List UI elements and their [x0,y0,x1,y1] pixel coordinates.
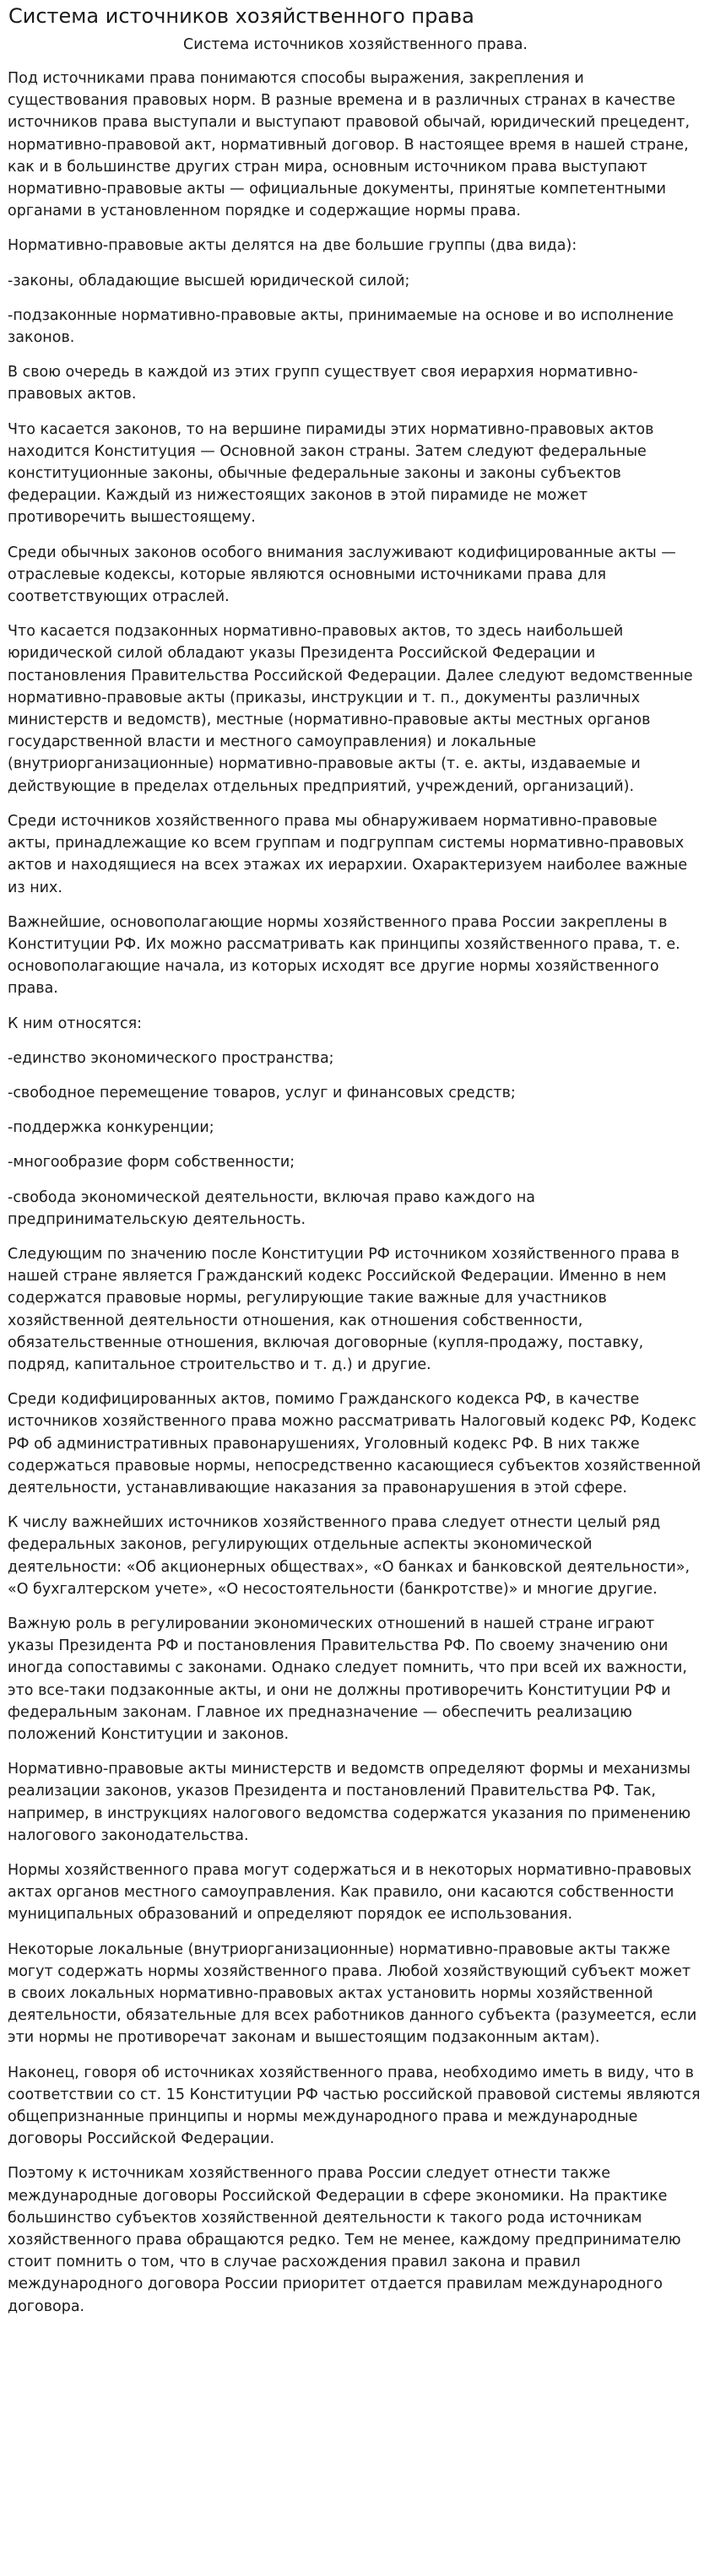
paragraph: -свободное перемещение товаров, услуг и финансовых средств; [8,1084,516,1101]
paragraph: Среди источников хозяйственного права мы обнаруживаем нормативно-правовые акты, принадлежащие ко всем группам и подгруппам системы нормативно-правовых актов и находящиеся на всех этажах их иерархии. Охарактеризуем наиболее важные из них. [8,812,688,896]
paragraph: В свою очередь в каждой из этих групп существует своя иерархия нормативно-правовых актов. [8,364,638,403]
paragraph: К числу важнейших источников хозяйственного права следует отнести целый ряд федеральных законов, регулирующих отдельные аспекты экономической деятельности: «Об акционерных обществах», «О банках и банковской деятельности», «О бухгалтерском учете», «О несостоятельности (банкротстве)» и многие другие. [8,1514,691,1598]
paragraph: Следующим по значению после Конституции РФ источником хозяйственного права в нашей стране является Гражданский кодекс Российской Федерации. Именно в нем содержатся правовые нормы, регулирующие такие важные для участников хозяйственной деятельности отношения, как отношения собственности, обязательственные отношения, включая договорные (купля-продажу, поставку, подряд, капитальное строительство и т. д.) и другие. [8,1245,680,1373]
paragraph: -подзаконные нормативно-правовые акты, принимаемые на основе и во исполнение законов. [8,306,674,347]
paragraph: -поддержка конкуренции; [8,1119,214,1137]
document-page [0,3,715,2318]
paragraph: Поэтому к источникам хозяйственного права России следует отнести также международные договоры Российской Федерации в сфере экономики. На практике большинство субъектов хозяйственной деятельности к такого рода источникам хозяйственного права обращаются редко. Тем не менее, каждому предпринимателю стоит помнить о том, что в случае расхождения правил закона и правил международного договора России приоритет отдается правилам международного договора. [8,2165,681,2315]
paragraph: Важную роль в регулировании экономических отношений в нашей стране играют указы Президента РФ и постановления Правительства РФ. По своему значению они иногда сопоставимы с законами. Однако следует помнить, что при всей их важности, это все-таки подзаконные акты, и они не должны противоречить Конституции РФ и федеральным законам. Главное их предназначение — обеспечить реализацию положений Конституции и законов. [8,1615,687,1743]
paragraph: -свобода экономической деятельности, включая право каждого на предпринимательскую деятельность. [8,1188,536,1228]
paragraph: Что касается законов, то на вершине пирамиды этих нормативно-правовых актов находится Конституция — Основной закон страны. Затем следуют федеральные конституционные законы, обычные федеральные законы и законы субъектов федерации. Каждый из нижестоящих законов в этой пирамиде не может противоречить вышестоящему. [8,420,654,527]
paragraph: Наконец, говоря об источниках хозяйственного права, необходимо иметь в виду, что в соответствии со ст. 15 Конституции РФ частью российской правовой системы являются общепризнанные принципы и нормы международного права и международные договоры Российской Федерации. [8,2064,701,2148]
paragraph: Важнейшие, основополагающие нормы хозяйственного права России закреплены в Конституции РФ. Их можно рассматривать как принципы хозяйственного права, т. е. основополагающие начала, из которых исходят все другие нормы хозяйственного права. [8,913,680,998]
paragraph: Среди обычных законов особого внимания заслуживают кодифицированные акты — отраслевые кодексы, которые являются основными источниками права для соответствующих отраслей. [8,544,676,606]
paragraph: Нормы хозяйственного права могут содержаться и в некоторых нормативно-правовых актах органов местного самоуправления. Как правило, они касаются собственности муниципальных образований и определяют порядок ее использования. [8,1862,692,1924]
page-title: Система источников хозяйственного права [8,4,474,28]
paragraph: -единство экономического пространства; [8,1049,334,1067]
article-body [8,68,703,2318]
paragraph: Что касается подзаконных нормативно-правовых актов, то здесь наибольшей юридической силой обладают указы Президента Российской Федерации и постановления Правительства Российской Федерации. Далее следуют ведомственные нормативно-правовые акты (приказы, инструкции и т. п., документы различных министерств и ведомств), местные (нормативно-правовые акты местных органов государственной власти и местного самоуправления) и локальные (внутриорганизационные) нормативно-правовые акты (т. е. акты, издаваемые и действующие в пределах отдельных предприятий, учреждений, организаций). [8,623,693,795]
paragraph: -законы, обладающие высшей юридической силой; [8,272,410,290]
paragraph: Некоторые локальные (внутриорганизационные) нормативно-правовые акты также могут содержать нормы хозяйственного права. Любой хозяйствующий субъект может в своих локальных нормативно-правовых актах установить нормы хозяйственной деятельности, обязательные для всех работников данного субъекта (разумеется, если эти нормы не противоречат законам и вышестоящим подзаконным актам). [8,1940,697,2047]
paragraph: Нормативно-правовые акты министерств и ведомств определяют формы и механизмы реализации законов, указов Президента и постановлений Правительства РФ. Так, например, в инструкциях налогового ведомства содержатся указания по применению налогового законодательства. [8,1761,691,1844]
page-subtitle: Система источников хозяйственного права. [183,36,528,53]
paragraph: К ним относятся: [8,1015,143,1032]
paragraph: Нормативно-правовые акты делятся на две большие группы (два вида): [8,237,577,255]
paragraph: Среди кодифицированных актов, помимо Гражданского кодекса РФ, в качестве источников хозяйственного права можно рассматривать Налоговый кодекс РФ, Кодекс РФ об административных правонарушениях, Уголовный кодекс РФ. В них также содержаться правовые нормы, непосредственно касающиеся субъектов хозяйственной деятельности, устанавливающие наказания за правонарушения в этой сфере. [8,1391,701,1496]
paragraph: -многообразие форм собственности; [8,1154,295,1172]
paragraph: Под источниками права понимаются способы выражения, закрепления и существования правовых норм. В разные времена и в различных странах в качестве источников права выступали и выступают правовой обычай, юридический прецедент, нормативно-правовой акт, нормативный договор. В настоящее время в нашей стране, как и в большинстве других стран мира, основным источником права выступают нормативно-правовые акты — официальные документы, принятые компетентными органами в установленном порядке и содержащие нормы права. [8,70,691,220]
